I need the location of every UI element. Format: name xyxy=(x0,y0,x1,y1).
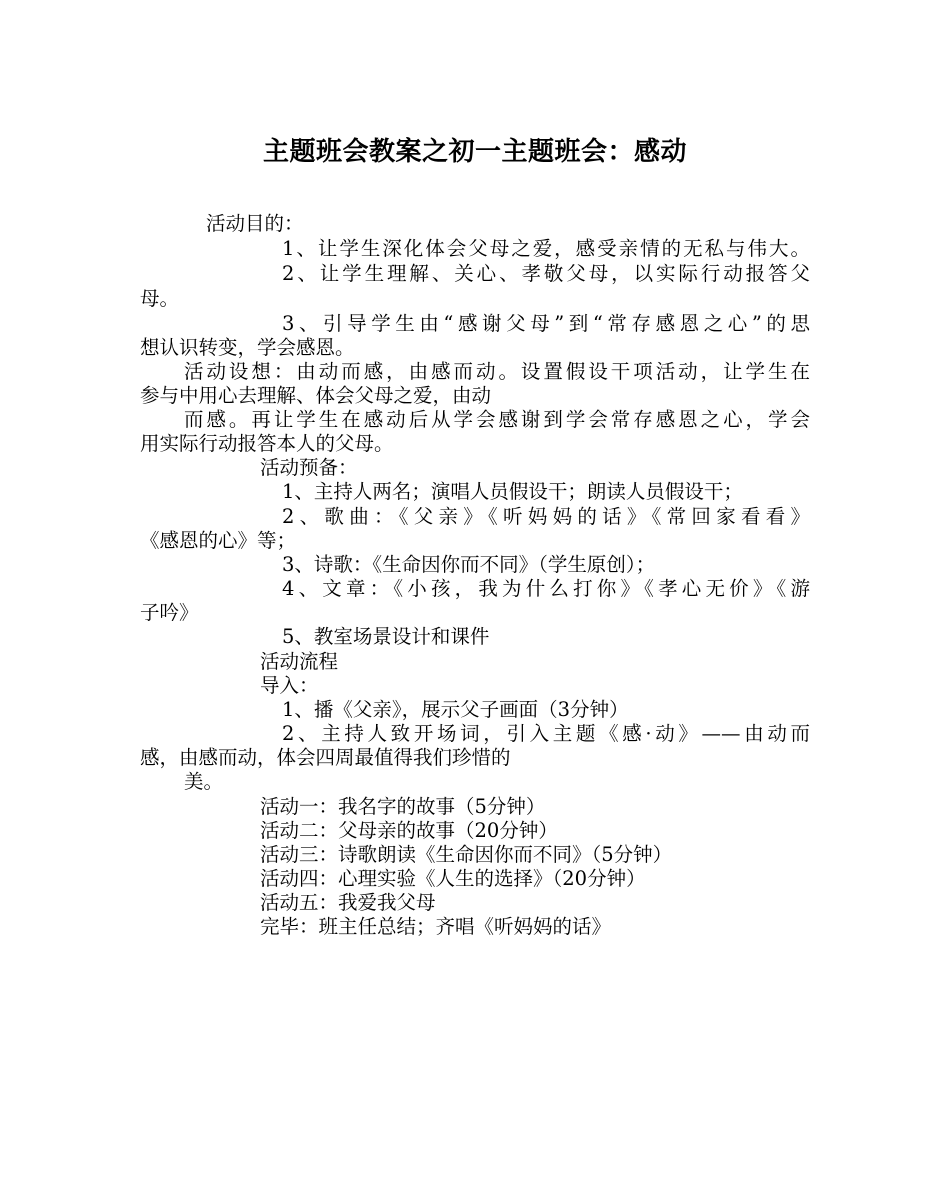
text-line: 导入： xyxy=(260,674,319,697)
text-line: 活动二：父母亲的故事（20分钟） xyxy=(260,819,558,842)
text-line: 参与中用心去理解、体会父母之爱，由动 xyxy=(140,384,492,407)
text-line: 5、教室场景设计和课件 xyxy=(282,625,490,648)
text-line: 1、让学生深化体会父母之爱，感受亲情的无私与伟大。 xyxy=(282,237,810,260)
text-line: 1、播《父亲》，展示父子画面（3分钟） xyxy=(282,698,629,721)
text-line: 活动四：心理实验《人生的选择》（20分钟） xyxy=(260,867,646,890)
text-line: 活动设想：由动而感，由感而动。设置假设干项活动，让学生在 xyxy=(184,360,810,383)
text-line: 2、歌曲：《父亲》《听妈妈的话》《常回家看看》 xyxy=(282,505,810,528)
text-line: 2、让学生理解、关心、孝敬父母，以实际行动报答父 xyxy=(282,262,810,285)
text-line: 活动三：诗歌朗读《生命因你而不同》（5分钟） xyxy=(260,843,673,866)
text-line: 3、诗歌：《生命因你而不同》（学生原创）； xyxy=(282,553,656,576)
text-line: 活动五：我爱我父母 xyxy=(260,891,436,914)
text-line: 用实际行动报答本人的父母。 xyxy=(140,432,394,455)
text-line: 1、主持人两名；演唱人员假设干；朗读人员假设干； xyxy=(282,480,743,503)
text-line: 而感。再让学生在感动后从学会感谢到学会常存感恩之心，学会 xyxy=(184,408,810,431)
text-line: 活动一：我名字的故事（5分钟） xyxy=(260,795,546,818)
text-line: 子吟》 xyxy=(140,601,199,624)
page-title: 主题班会教案之初一主题班会：感动 xyxy=(262,137,687,167)
text-line: 2、主持人致开场词，引入主题《感·动》——由动而 xyxy=(282,722,810,745)
text-line: 想认识转变，学会感恩。 xyxy=(140,336,355,359)
text-line: 美。 xyxy=(184,770,224,793)
text-line: 3、引导学生由“感谢父母”到“常存感恩之心”的思 xyxy=(282,312,810,335)
text-line: 活动预备： xyxy=(260,456,358,479)
text-line: 活动目的： xyxy=(206,212,304,235)
text-line: 完毕：班主任总结；齐唱《听妈妈的话》 xyxy=(260,915,612,938)
text-line: 母。 xyxy=(140,287,180,310)
text-line: 《感恩的心》等； xyxy=(140,529,297,552)
text-line: 感，由感而动，体会四周最值得我们珍惜的 xyxy=(140,746,511,769)
text-line: 活动流程 xyxy=(260,650,339,673)
text-line: 4、文章：《小孩，我为什么打你》《孝心无价》《游 xyxy=(282,577,810,600)
